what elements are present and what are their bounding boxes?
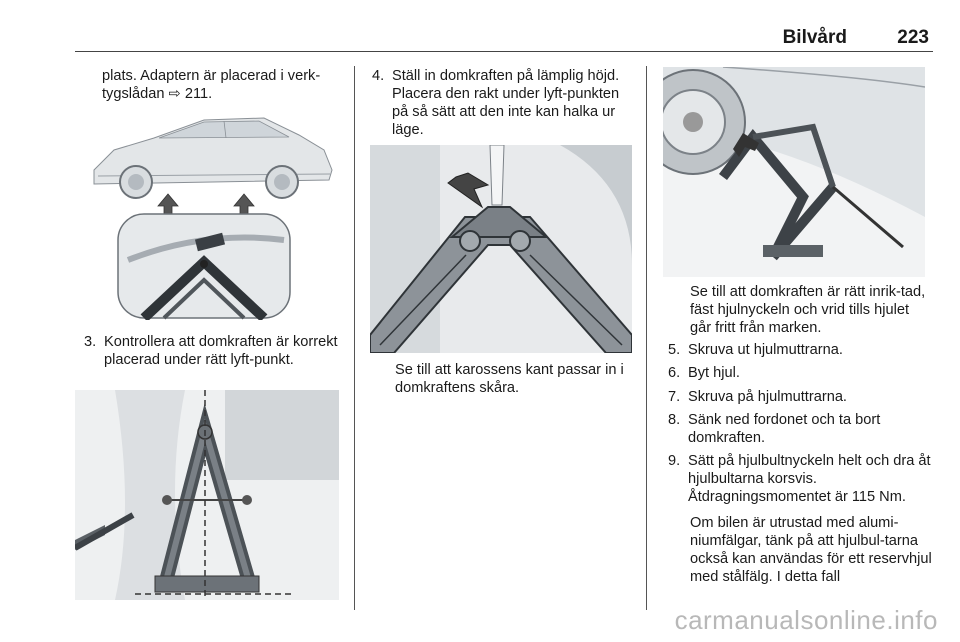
step-text: Skruva ut hjulmuttrarna. xyxy=(688,342,843,358)
step-text: Byt hjul. xyxy=(688,365,740,381)
step-text: Ställ in domkraften på lämplig höjd. Placera den rakt under lyft-punkten på så sätt att den inte kan halka ur läge. xyxy=(392,68,620,138)
step-number: 4. xyxy=(372,68,385,84)
step-number: 6. xyxy=(668,365,681,381)
section-title: Bilvård xyxy=(782,27,847,48)
intro-page-reference[interactable]: 211. xyxy=(184,86,213,102)
intro-text: plats. Adaptern är placerad i verk-tygslådan xyxy=(102,68,321,102)
figure-car-jack-points xyxy=(84,110,339,320)
column-divider xyxy=(646,66,647,610)
step-number: 9. xyxy=(668,453,681,469)
step-text: Kontrollera att domkraften är korrekt placerad under rätt lyft-punkt. xyxy=(104,334,338,368)
intro-paragraph xyxy=(102,67,344,103)
step-9 xyxy=(668,452,938,510)
figure-caption: Se till att karossens kant passar in i domkraftens skåra. xyxy=(395,362,624,396)
figure-jack-placement xyxy=(75,390,339,600)
watermark: carmanualsonline.info xyxy=(674,605,938,635)
step-number: 5. xyxy=(668,342,681,358)
page-header xyxy=(75,22,933,52)
column-divider xyxy=(354,66,355,610)
step-number: 7. xyxy=(668,389,681,405)
page-reference-icon: ⇨ xyxy=(168,86,181,102)
step-3 xyxy=(84,333,346,389)
step-number: 8. xyxy=(668,412,681,428)
step-text: Sänk ned fordonet och ta bort domkraften. xyxy=(688,412,881,446)
step-4 xyxy=(372,67,636,143)
step-number: 3. xyxy=(84,334,97,350)
figure-caption: Se till att domkraften är rätt inrik-tad, fäst hjulnyckeln och vrid tills hjulet går fritt från marken. xyxy=(690,284,926,336)
figure-jack-notch xyxy=(370,145,632,353)
page-number: 223 xyxy=(897,27,929,48)
step-text: Sätt på hjulbultnyckeln helt och dra åt hjulbultarna korsvis. Åtdragningsmomentet är 115 Nm. xyxy=(688,453,931,505)
step-8 xyxy=(668,411,930,451)
note-paragraph: Om bilen är utrustad med alumi-niumfälgar, tänk på att hjulbul-tarna också kan användas för ett reservhjul med stålfälg. I detta fall xyxy=(690,515,932,585)
figure-jack-with-wrench xyxy=(663,67,925,277)
step-text: Skruva på hjulmuttrarna. xyxy=(688,389,847,405)
